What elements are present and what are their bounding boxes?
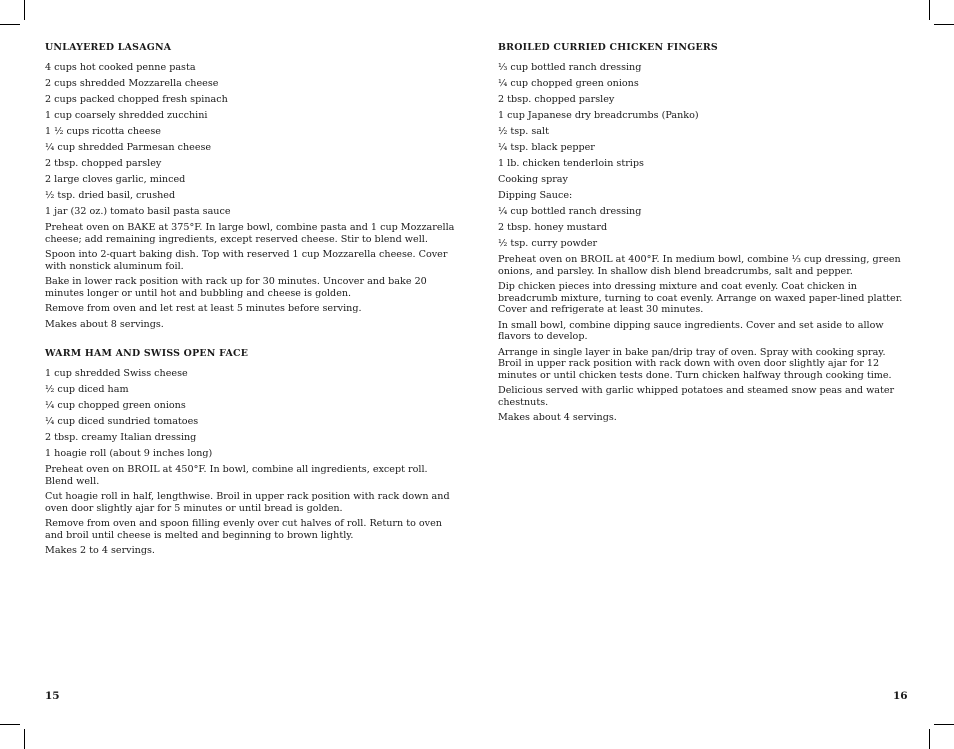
ingredient: 1 cup shredded Swiss cheese	[45, 368, 188, 379]
instruction-step: Preheat oven on BROIL at 450°F. In bowl, combine all ingredients, except roll. Blend well.	[45, 464, 428, 487]
crop-mark-top-right	[929, 0, 930, 20]
ingredient: ¼ cup bottled ranch dressing	[498, 206, 642, 217]
ingredient: ¼ cup chopped green onions	[45, 400, 186, 411]
recipe-title: UNLAYERED LASAGNA	[45, 42, 172, 53]
recipe-title: BROILED CURRIED CHICKEN FINGERS	[498, 42, 718, 53]
instruction-step: Delicious served with garlic whipped potatoes and steamed snow peas and water chestnuts.	[498, 385, 895, 408]
ingredient: ½ tsp. salt	[498, 126, 549, 137]
ingredient: ¼ cup chopped green onions	[498, 78, 639, 89]
ingredient: ⅓ cup bottled ranch dressing	[498, 62, 642, 73]
ingredient: ½ tsp. dried basil, crushed	[45, 190, 176, 201]
ingredient: 4 cups hot cooked penne pasta	[45, 62, 196, 73]
instruction-step: Cut hoagie roll in half, lengthwise. Broil in upper rack position with rack down and oven door slightly ajar for 5 minutes or until bread is golden.	[45, 491, 450, 514]
ingredient: 2 tbsp. chopped parsley	[45, 158, 162, 169]
ingredient: 1 hoagie roll (about 9 inches long)	[45, 448, 213, 459]
ingredient: 1 jar (32 oz.) tomato basil pasta sauce	[45, 206, 231, 217]
ingredient: 1 cup Japanese dry breadcrumbs (Panko)	[498, 110, 699, 121]
left-page-column	[45, 36, 457, 561]
ingredient: 2 large cloves garlic, minced	[45, 174, 186, 185]
servings-note: Makes about 4 servings.	[498, 412, 617, 423]
ingredient: 2 cups packed chopped fresh spinach	[45, 94, 228, 105]
crop-mark-bottom-left-h	[0, 724, 20, 725]
instruction-step: Remove from oven and let rest at least 5 minutes before serving.	[45, 303, 362, 314]
instruction-step: Arrange in single layer in bake pan/drip tray of oven. Spray with cooking spray. Broil in upper rack position with rack down with oven door slightly ajar for 12 minutes or until chicken tests done. Turn chicken halfway through cooking time.	[498, 346, 892, 381]
crop-mark-top-left	[24, 0, 25, 20]
instruction-step: In small bowl, combine dipping sauce ingredients. Cover and set aside to allow flavors to develop.	[498, 319, 884, 342]
ingredient: 2 tbsp. creamy Italian dressing	[45, 432, 197, 443]
ingredient: 2 cups shredded Mozzarella cheese	[45, 78, 219, 89]
ingredient: 1 ½ cups ricotta cheese	[45, 126, 161, 137]
crop-mark-top-right-h	[934, 24, 954, 25]
crop-mark-bottom-left	[24, 729, 25, 749]
ingredient: ¼ cup shredded Parmesan cheese	[45, 142, 212, 153]
recipe-warm-ham-and-swiss	[45, 348, 457, 557]
recipe-unlayered-lasagna	[45, 42, 457, 330]
crop-mark-top-left-h	[0, 24, 20, 25]
crop-mark-bottom-right-h	[934, 724, 954, 725]
instruction-step: Dip chicken pieces into dressing mixture and coat evenly. Coat chicken in breadcrumb mixture, turning to coat evenly. Arrange on waxed paper-lined platter. Cover and refrigerate at least 30 minutes.	[498, 281, 903, 315]
servings-note: Makes 2 to 4 servings.	[45, 545, 155, 556]
ingredient: 2 tbsp. honey mustard	[498, 222, 608, 233]
ingredient: ¼ cup diced sundried tomatoes	[45, 416, 199, 427]
ingredient: ½ tsp. curry powder	[498, 238, 598, 249]
page-number-left: 15	[45, 690, 60, 702]
ingredient: 2 tbsp. chopped parsley	[498, 94, 615, 105]
instruction-step: Preheat oven on BROIL at 400°F. In medium bowl, combine ⅓ cup dressing, green onions, and parsley. In shallow dish blend breadcrumbs, salt and pepper.	[498, 254, 901, 277]
ingredient: ¼ tsp. black pepper	[498, 142, 595, 153]
instruction-step: Bake in lower rack position with rack up for 30 minutes. Uncover and bake 20 minutes longer or until hot and bubbling and cheese is golden.	[45, 276, 427, 299]
instruction-step: Preheat oven on BAKE at 375°F. In large bowl, combine pasta and 1 cup Mozzarella cheese; add remaining ingredients, except reserved cheese. Stir to blend well.	[45, 222, 455, 245]
recipe-title: WARM HAM AND SWISS OPEN FACE	[45, 348, 249, 359]
ingredient: 1 lb. chicken tenderloin strips	[498, 158, 644, 169]
right-page-column	[498, 36, 910, 428]
ingredient: 1 cup coarsely shredded zucchini	[45, 110, 208, 121]
crop-mark-bottom-right	[929, 729, 930, 749]
servings-note: Makes about 8 servings.	[45, 318, 164, 330]
recipe-broiled-curried-chicken-fingers	[498, 42, 910, 424]
page-number-right: 16	[893, 690, 908, 702]
ingredient: ½ cup diced ham	[45, 384, 129, 395]
ingredient: Cooking spray	[498, 174, 568, 185]
instruction-step: Remove from oven and spoon filling evenly over cut halves of roll. Return to oven and broil until cheese is melted and beginning to brown lightly.	[45, 518, 442, 541]
dipping-sauce-label: Dipping Sauce:	[498, 190, 573, 201]
instruction-step: Spoon into 2-quart baking dish. Top with reserved 1 cup Mozzarella cheese. Cover with nonstick aluminum foil.	[45, 249, 448, 272]
